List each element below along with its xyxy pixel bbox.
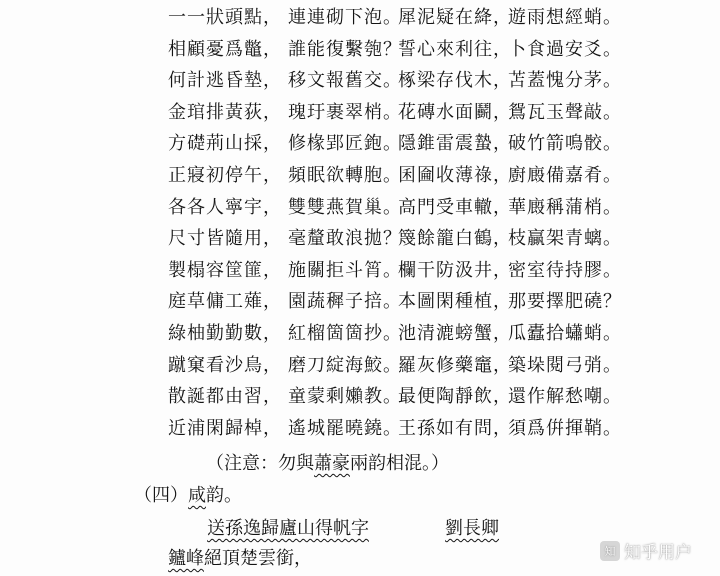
poem-line [168,285,622,315]
poem-line [168,33,622,63]
poem-line [168,380,622,410]
poem-hemistich: 王孫如有問， [398,417,512,439]
poem-hemistich: 連連砌下泡。 [288,7,402,28]
first-line-placename: 鑪峰 [168,548,204,569]
poem-hemistich: 枝贏架青螭。 [508,228,622,250]
poem-hemistich: 隱錐雷震蟄， [398,133,512,155]
poem-hemistich: 正寢初停午， [168,165,282,186]
poem-hemistich: 築垛閱弓弰。 [508,354,622,376]
poem-hemistich: 移文報舊交。 [288,70,402,92]
note-prefix: （注意：勿與 [206,453,314,474]
poem-author: 劉長卿 [445,518,499,539]
poem-hemistich: 相顧憂爲鼈， [168,38,282,60]
poem-hemistich: 紅榴箇箇抄。 [288,323,402,344]
poem-hemistich: 羅灰修藥竈， [398,354,512,376]
poem-hemistich: 華廄稱蒲梢。 [508,196,622,218]
poem-hemistich: 何計逃昏墊， [168,70,282,92]
watermark [600,538,692,563]
poem-first-line [168,544,312,570]
poem-line [168,317,622,347]
poem-hemistich: 綠柚勤勤數， [168,323,282,344]
poem-hemistich: 池清漉螃蟹， [398,323,512,344]
poem-line [168,349,622,379]
watermark-text: 知乎用户 [624,543,692,563]
first-line-rest: 絕頂楚雲銜， [204,548,312,569]
poem-hemistich: 犀泥疑在絳， [398,7,512,28]
poem-hemistich: 庭草傭工薙， [168,291,282,313]
poem-hemistich: 施關拒斗筲。 [288,259,402,281]
poem-hemistich: 遊雨想經蛸。 [508,7,622,28]
poem-hemistich: 遙城罷曉鐃。 [288,417,402,439]
poem-hemistich: 瑰玗裹翠梢。 [288,101,402,123]
section-suffix: 韵。 [206,485,242,506]
poem-hemistich: 欄干防汲井， [398,259,512,281]
poem-line [168,64,622,94]
poem-hemistich: 廚廄備嘉肴。 [508,165,622,186]
poem-hemistich: 雙雙燕賀巢。 [288,196,402,218]
poem-hemistich: 最便陶靜飲， [398,386,512,408]
poem-hemistich: 還作解愁嘲。 [508,386,622,408]
poem-hemistich: 製榻容筐篚， [168,259,282,281]
poem-hemistich: 磨刀綻海鮫。 [288,354,402,376]
rhyme-note [206,449,449,475]
poem-hemistich: 卜食過安爻。 [508,38,622,60]
poem-hemistich: 尺寸皆隨用， [168,228,282,250]
poem-hemistich: 高門受車轍， [398,196,512,218]
poem-hemistich: 園蔬穉子掊。 [288,291,402,313]
poem-hemistich: 一一狀頭點， [168,7,282,28]
poem-hemistich: 金琯排黃荻， [168,101,282,123]
note-suffix: 兩韵相混。） [350,453,449,474]
poem-hemistich: 散誕都由習， [168,386,282,408]
poem-line [168,191,622,221]
zhihu-logo-icon: 知 [600,541,620,561]
poem-hemistich: 篾餘籠白鶴， [398,228,512,250]
poem-hemistich: 密室待持膠。 [508,259,622,281]
poem-hemistich: 方礎荊山採， [168,133,282,155]
poem-hemistich: 誓心來利往， [398,38,512,60]
poem-hemistich: 蹴窠看沙鳥， [168,354,282,376]
poem-hemistich: 椓梁存伐木， [398,70,512,92]
poem-hemistich: 那要擇肥磽？ [508,291,622,313]
poem-hemistich: 破竹箭鳴骹。 [508,133,622,155]
poem-hemistich: 鴛瓦玉聲敲。 [508,101,622,123]
poem-hemistich: 囷圇收薄祿， [398,165,512,186]
section-heading [134,481,242,507]
poem-line [168,127,622,157]
poem-hemistich: 瓜蠹拾蠨蛸。 [508,323,622,344]
poem-hemistich: 近浦閑歸棹， [168,417,282,439]
poem-line [168,1,622,31]
poem-line [168,159,622,189]
poem-hemistich: 童蒙剩嬾教。 [288,386,402,408]
poem-hemistich: 本圖閑種植， [398,291,512,313]
poem-hemistich: 須爲倂揮鞘。 [508,417,622,439]
poem-line [168,222,622,252]
poem-line [168,412,622,442]
poem-hemistich: 各各人寧宇， [168,196,282,218]
poem-hemistich: 花磚水面鬬， [398,101,512,123]
poem-title: 送孫逸歸廬山得帆字 [207,518,369,539]
poem-hemistich: 苫蓋愧分茅。 [508,70,622,92]
note-underlined-rhymes: 蕭豪 [314,453,350,474]
poem-hemistich: 頻眠欲轉胞。 [288,165,402,186]
poem-hemistich: 毫釐敢浪拋？ [288,228,402,250]
section-number: （四） [134,485,188,506]
poem-hemistich: 修椽郢匠鉋。 [288,133,402,155]
poem-line [168,254,622,284]
poem-hemistich: 誰能復繫匏？ [288,38,402,60]
poem-line [168,96,622,126]
section-rhyme-name: 咸 [188,485,206,506]
